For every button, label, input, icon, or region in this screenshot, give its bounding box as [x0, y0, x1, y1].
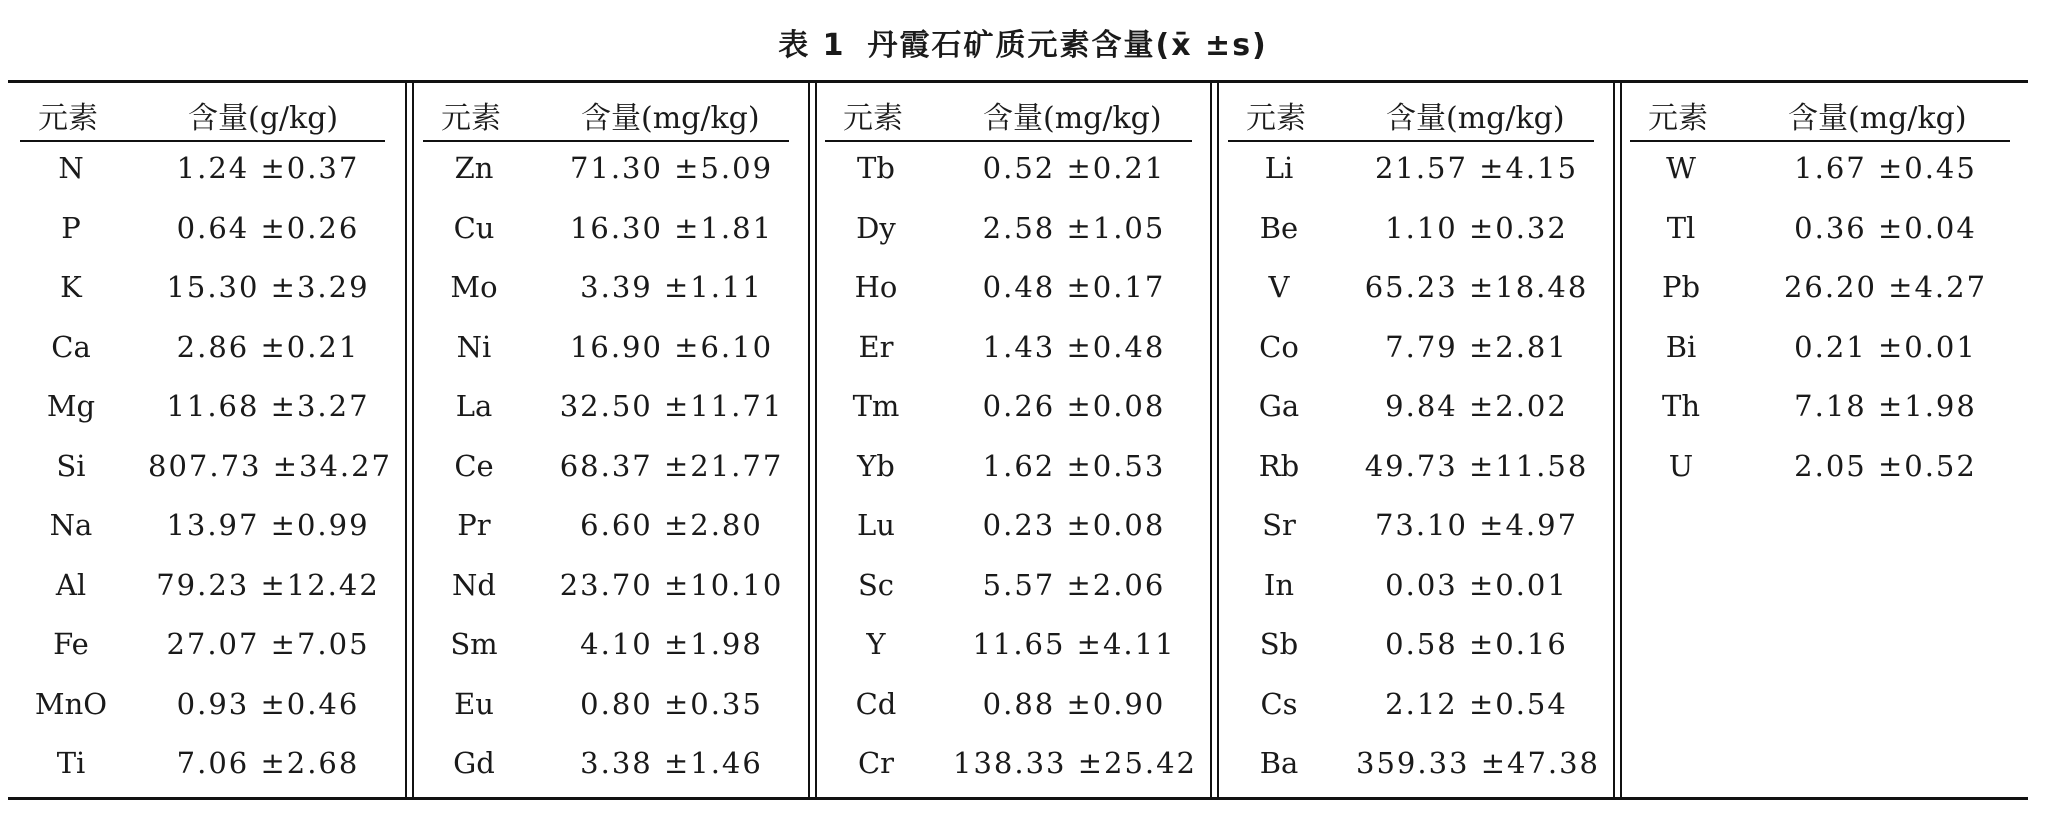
element-symbol: P — [61, 210, 81, 245]
table-row — [813, 746, 1210, 786]
table-row — [8, 330, 403, 370]
element-symbol: Si — [56, 448, 86, 483]
table-row — [1216, 687, 1612, 727]
content-value: 1.62 ±0.53 — [982, 448, 1166, 483]
header-content: 含量(mg/kg) — [1788, 101, 1967, 136]
table-title-text: 丹霞石矿质元素含量(x̄ ±s) — [867, 28, 1268, 63]
content-value: 359.33 ±47.38 — [1356, 746, 1601, 780]
header-row — [411, 83, 807, 139]
element-symbol: Sc — [857, 567, 895, 602]
element-symbol: Cd — [855, 686, 897, 721]
table-row — [813, 151, 1210, 191]
content-value: 3.39 ±1.11 — [580, 270, 763, 304]
table-row — [1216, 211, 1612, 251]
content-value: 11.65 ±4.11 — [972, 627, 1176, 661]
table-row — [8, 151, 403, 191]
table-row — [1216, 627, 1612, 667]
table-row — [1216, 568, 1612, 608]
element-symbol: N — [58, 151, 84, 185]
table-row — [813, 270, 1210, 310]
table-row — [8, 211, 403, 251]
content-value: 11.68 ±3.27 — [166, 389, 370, 423]
content-value: 16.30 ±1.81 — [569, 210, 774, 245]
header-element: 元素 — [38, 101, 98, 136]
element-symbol: Ga — [1258, 389, 1300, 423]
content-value: 79.23 ±12.42 — [156, 567, 380, 602]
element-symbol: Bi — [1665, 329, 1697, 364]
content-value: 1.67 ±0.45 — [1794, 151, 1977, 185]
content-value: 32.50 ±11.71 — [559, 389, 784, 423]
content-value: 1.43 ±0.48 — [982, 329, 1166, 364]
element-symbol: Pr — [457, 508, 491, 542]
table-row — [411, 270, 807, 310]
table-row — [8, 389, 403, 429]
table-row — [8, 270, 403, 310]
element-symbol: Ca — [51, 329, 91, 364]
table-bottom-rule — [8, 797, 2028, 800]
content-value: 0.21 ±0.01 — [1794, 329, 1977, 364]
element-symbol: Nd — [452, 567, 496, 602]
content-value: 7.79 ±2.81 — [1385, 329, 1568, 364]
table-row — [411, 211, 807, 251]
element-symbol: Fe — [53, 627, 89, 661]
content-value: 0.93 ±0.46 — [176, 686, 360, 721]
content-value: 4.10 ±1.98 — [580, 627, 763, 661]
table-row — [813, 211, 1210, 251]
element-symbol: Eu — [454, 686, 494, 721]
table-row — [813, 389, 1210, 429]
table-row — [1618, 151, 2028, 191]
element-symbol: Tb — [857, 151, 895, 185]
element-symbol: Yb — [857, 448, 895, 483]
table-row — [8, 627, 403, 667]
header-element: 元素 — [441, 101, 501, 136]
element-symbol: Na — [49, 508, 93, 542]
table-row — [411, 330, 807, 370]
header-rule — [1630, 140, 2010, 142]
table-row — [8, 746, 403, 786]
content-value: 0.58 ±0.16 — [1385, 627, 1568, 661]
header-content: 含量(mg/kg) — [983, 101, 1162, 136]
column-divider-line — [808, 83, 810, 797]
content-value: 2.12 ±0.54 — [1385, 686, 1568, 721]
content-value: 0.03 ±0.01 — [1385, 567, 1568, 602]
content-value: 0.88 ±0.90 — [982, 686, 1166, 721]
element-symbol: Pb — [1661, 270, 1701, 304]
element-symbol: Cr — [857, 746, 895, 780]
table-row — [813, 687, 1210, 727]
table-row — [1216, 151, 1612, 191]
content-value: 26.20 ±4.27 — [1783, 270, 1988, 304]
content-value: 0.26 ±0.08 — [982, 389, 1166, 423]
content-value: 13.97 ±0.99 — [166, 508, 370, 542]
element-symbol: Co — [1259, 329, 1299, 364]
content-value: 2.05 ±0.52 — [1794, 448, 1977, 483]
table-row — [813, 330, 1210, 370]
content-value: 5.57 ±2.06 — [982, 567, 1166, 602]
element-symbol: Ti — [56, 746, 86, 780]
element-symbol: Sm — [450, 627, 498, 661]
table-row — [411, 508, 807, 548]
header-element: 元素 — [1648, 101, 1708, 136]
content-value: 6.60 ±2.80 — [580, 508, 763, 542]
element-symbol: V — [1268, 270, 1290, 304]
element-symbol: Gd — [453, 746, 495, 780]
header-rule — [423, 140, 789, 142]
content-value: 138.33 ±25.42 — [953, 746, 1198, 780]
element-symbol: Rb — [1258, 448, 1300, 483]
element-symbol: Th — [1661, 389, 1701, 423]
element-symbol: La — [455, 389, 493, 423]
element-symbol: Be — [1259, 210, 1299, 245]
table-row — [813, 627, 1210, 667]
element-symbol: Al — [55, 567, 87, 602]
content-value: 15.30 ±3.29 — [166, 270, 370, 304]
table-row — [1618, 270, 2028, 310]
header-rule — [825, 140, 1192, 142]
element-symbol: Y — [866, 627, 886, 661]
table-block-3 — [813, 83, 1210, 797]
content-value: 3.38 ±1.46 — [580, 746, 763, 780]
content-value: 68.37 ±21.77 — [559, 448, 784, 483]
content-value: 1.24 ±0.37 — [176, 151, 360, 185]
content-value: 0.48 ±0.17 — [982, 270, 1166, 304]
table-row — [1618, 389, 2028, 429]
element-symbol: K — [60, 270, 82, 304]
table-block-5 — [1618, 83, 2028, 797]
content-value: 9.84 ±2.02 — [1385, 389, 1568, 423]
element-symbol: Ho — [854, 270, 898, 304]
content-value: 7.06 ±2.68 — [176, 746, 360, 780]
element-symbol: Sb — [1259, 627, 1299, 661]
element-symbol: Ba — [1259, 746, 1299, 780]
table-row — [1216, 508, 1612, 548]
table-row — [1618, 211, 2028, 251]
table-row — [411, 449, 807, 489]
element-symbol: Tl — [1666, 210, 1696, 245]
table-title — [0, 20, 2046, 64]
element-symbol: Ce — [454, 448, 494, 483]
element-symbol: Li — [1264, 151, 1294, 185]
table-row — [1216, 389, 1612, 429]
element-symbol: Dy — [856, 210, 896, 245]
table-row — [8, 508, 403, 548]
header-element: 元素 — [1246, 101, 1306, 136]
table-row — [411, 687, 807, 727]
table-row — [411, 389, 807, 429]
element-symbol: Lu — [857, 508, 895, 542]
column-divider-line — [1613, 83, 1615, 797]
element-symbol: MnO — [34, 686, 108, 721]
table-block-4 — [1216, 83, 1612, 797]
header-row — [8, 83, 403, 139]
content-value: 0.23 ±0.08 — [982, 508, 1166, 542]
table-number: 表 1 — [778, 28, 846, 63]
content-value: 73.10 ±4.97 — [1374, 508, 1579, 542]
table-row — [8, 568, 403, 608]
table-row — [813, 449, 1210, 489]
element-symbol: In — [1263, 567, 1295, 602]
table-block-2 — [411, 83, 807, 797]
table-row — [813, 568, 1210, 608]
content-value: 65.23 ±18.48 — [1364, 270, 1589, 304]
table-row — [411, 627, 807, 667]
content-value: 0.52 ±0.21 — [982, 151, 1166, 185]
content-value: 0.36 ±0.04 — [1794, 210, 1977, 245]
table-row — [8, 449, 403, 489]
header-element: 元素 — [843, 101, 903, 136]
table-row — [1216, 330, 1612, 370]
header-content: 含量(g/kg) — [188, 101, 339, 136]
header-row — [1216, 83, 1612, 139]
content-value: 71.30 ±5.09 — [569, 151, 774, 185]
table-row — [1216, 270, 1612, 310]
table-row — [411, 746, 807, 786]
content-value: 21.57 ±4.15 — [1374, 151, 1579, 185]
column-divider-line — [1210, 83, 1212, 797]
content-value: 0.64 ±0.26 — [176, 210, 360, 245]
element-symbol: Ni — [456, 329, 492, 364]
content-value: 807.73 ±34.27 — [148, 448, 393, 483]
element-symbol: Mo — [450, 270, 498, 304]
header-content: 含量(mg/kg) — [581, 101, 760, 136]
column-divider-line — [405, 83, 407, 797]
content-value: 2.86 ±0.21 — [176, 329, 360, 364]
content-value: 49.73 ±11.58 — [1364, 448, 1589, 483]
table-row — [411, 568, 807, 608]
element-symbol: Zn — [454, 151, 494, 185]
content-value: 16.90 ±6.10 — [569, 329, 774, 364]
content-value: 23.70 ±10.10 — [559, 567, 784, 602]
element-symbol: Cu — [453, 210, 495, 245]
table-row — [1216, 449, 1612, 489]
header-rule — [1228, 140, 1594, 142]
header-row — [1618, 83, 2028, 139]
header-rule — [20, 140, 385, 142]
header-content: 含量(mg/kg) — [1386, 101, 1565, 136]
element-symbol: W — [1666, 151, 1696, 185]
table-block-1 — [8, 83, 403, 797]
element-symbol: Er — [858, 329, 894, 364]
element-symbol: U — [1668, 448, 1694, 483]
element-symbol: Sr — [1262, 508, 1296, 542]
element-symbol: Tm — [852, 389, 900, 423]
element-symbol: Cs — [1260, 686, 1298, 721]
table-row — [1618, 449, 2028, 489]
table-row — [411, 151, 807, 191]
element-symbol: Mg — [46, 389, 96, 423]
content-value: 27.07 ±7.05 — [166, 627, 370, 661]
content-value: 7.18 ±1.98 — [1794, 389, 1977, 423]
table-row — [8, 687, 403, 727]
content-value: 0.80 ±0.35 — [580, 686, 763, 721]
table-row — [1216, 746, 1612, 786]
header-row — [813, 83, 1210, 139]
content-value: 2.58 ±1.05 — [982, 210, 1166, 245]
table-row — [813, 508, 1210, 548]
table-row — [1618, 330, 2028, 370]
content-value: 1.10 ±0.32 — [1385, 210, 1568, 245]
